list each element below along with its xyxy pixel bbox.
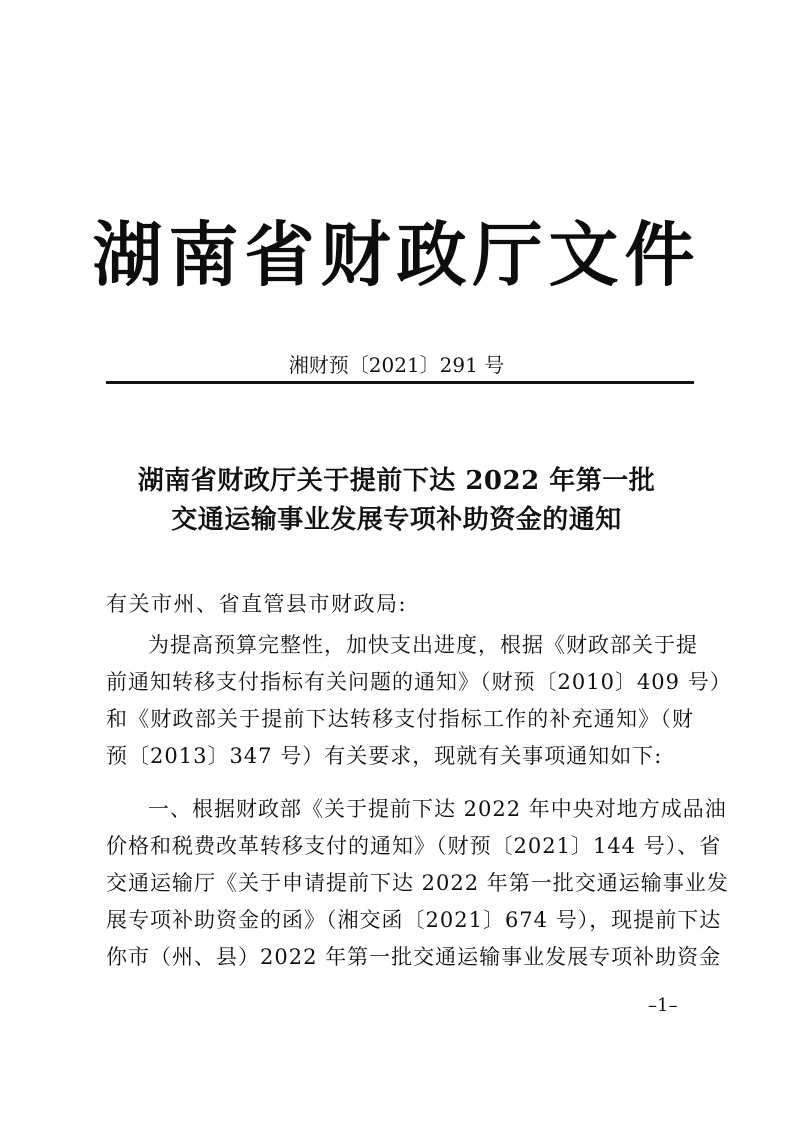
document-header: 湖南省财政厅文件 xyxy=(92,214,701,296)
salutation: 有关市州、省直管县市财政局: xyxy=(106,592,408,616)
document-title xyxy=(80,462,713,540)
paragraph-line: 和《财政部关于提前下达转移支付指标工作的补充通知》（财 xyxy=(106,707,694,731)
paragraph-line: 你市（州、县）2022 年第一批交通运输事业发展专项补助资金 xyxy=(106,945,722,969)
paragraph-line: 价格和税费改革转移支付的通知》（财预〔2021〕144 号）、省 xyxy=(106,834,722,858)
paragraph-line: 展专项补助资金的函》（湘交函〔2021〕674 号），现提前下达 xyxy=(106,908,722,932)
title-line: 湖南省财政厅关于提前下达 2022 年第一批 xyxy=(137,466,656,496)
paragraph-line: 为提高预算完整性，加快支出进度，根据《财政部关于提 xyxy=(148,633,698,657)
body-paragraph xyxy=(106,791,729,976)
page-number: –1– xyxy=(648,995,678,1016)
paragraph-line: 预〔2013〕347 号）有关要求，现就有关事项通知如下: xyxy=(106,744,663,768)
paragraph-line: 前通知转移支付指标有关问题的通知》（财预〔2010〕409 号） xyxy=(106,670,732,694)
paragraph-line: 一、根据财政部《关于提前下达 2022 年中央对地方成品油 xyxy=(148,797,727,821)
header-divider xyxy=(106,381,694,384)
document-number: 湘财预〔2021〕291 号 xyxy=(288,353,505,377)
body-paragraph xyxy=(106,627,732,775)
paragraph-line: 交通运输厅《关于申请提前下达 2022 年第一批交通运输事业发 xyxy=(106,871,729,895)
title-line: 交通运输事业发展专项补助资金的通知 xyxy=(171,505,622,535)
